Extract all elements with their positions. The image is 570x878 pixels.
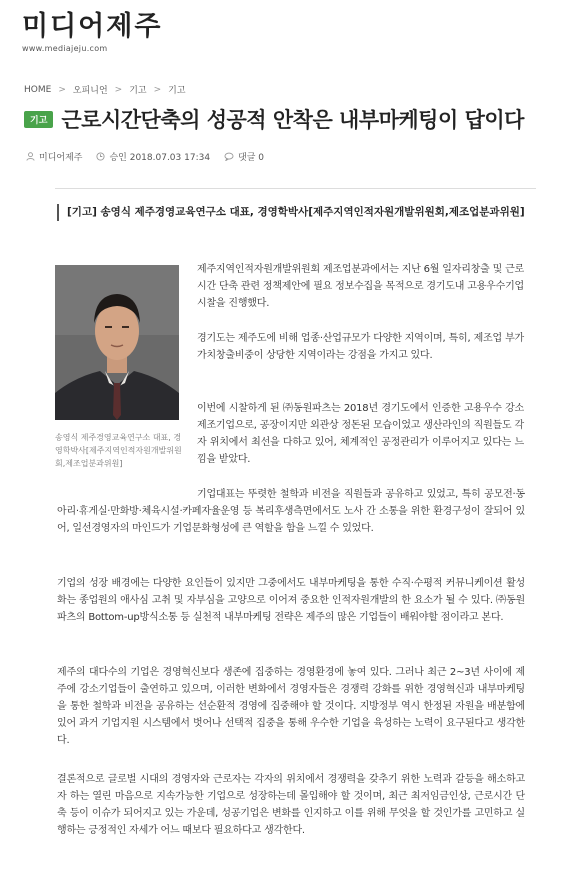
breadcrumb-opinion[interactable]: 오피니언 <box>72 86 108 96</box>
article-paragraph-1: 제주지역인적자원개발위원회 제조업분과에서는 지난 6월 일자리창출 및 근로시간 단축 관련 정책제안에 필요 정보수집을 목적으로 경기도내 고용우수기업 시찰을 진행했다. <box>197 264 524 309</box>
breadcrumb-contribution[interactable]: 기고 <box>129 86 147 96</box>
chevron-right-icon: > <box>58 84 66 95</box>
user-icon <box>26 152 35 161</box>
category-badge[interactable]: 기고 <box>24 111 53 128</box>
site-logo[interactable] <box>22 12 162 53</box>
logo-url: www.mediajeju.com <box>22 44 108 53</box>
article-paragraph-2: 경기도는 제주도에 비해 업종·산업규모가 다양한 지역이며, 특히, 제조업 부가가치창출비중이 상당한 지역이라는 강점을 가지고 있다. <box>197 333 524 361</box>
clock-icon <box>96 152 105 161</box>
article-byline: [기고] 송영식 제주경영교육연구소 대표, 경영학박사[제주지역인적자원개발위원회,제조업분과위원] <box>57 204 537 221</box>
article-meta <box>26 150 278 163</box>
article-paragraph-7: 결론적으로 글로벌 시대의 경영자와 근로자는 각자의 위치에서 경쟁력을 갖추기 위한 노력과 갈등을 해소하고자 하는 열린 마음으로 지속가능한 기업으로 성장하는데 몰입해야 할 것이며, 최근 최저임금인상, 근로시간 단축 등이 이슈가 되어지고 있는 가운데, 성공기업은 변화를 인지하고 이를 위해 무엇을 할 것인가를 고민하고 실행하는 긍정적인 자세가 어느 때보다 필요하다고 생각한다. <box>57 774 525 836</box>
logo-text: 미디어제주 <box>22 11 163 42</box>
photo-caption: 송영식 제주경영교육연구소 대표, 경영학박사[제주지역인적자원개발위원회,제조업분과위원] <box>55 433 182 468</box>
chevron-right-icon: > <box>153 84 162 95</box>
author-name[interactable]: 미디어제주 <box>39 153 83 163</box>
breadcrumb-contribution-sub[interactable]: 기고 <box>168 86 186 96</box>
breadcrumb-home[interactable]: HOME <box>24 84 52 95</box>
article-paragraph-5: 기업의 성장 배경에는 다양한 요인들이 있지만 그중에서도 내부마케팅을 통한 수직·수평적 커뮤니케이션 활성화는 종업원의 애사심 고취 및 자부심을 고양으로 이어져 중요한 인적자원개발의 한 요소가 될 수 있다. ㈜동원파츠의 Bottom-up방식소통 등 실천적 내부마케팅 전략은 제주의 많은 기업들이 배워야할 점이라고 본다. <box>57 578 525 623</box>
author-photo <box>55 265 179 420</box>
article-paragraph-4: 기업대표는 뚜렷한 철학과 비전을 직원들과 공유하고 있었고, 특히 공모전·동아리·휴게실·만화방·체육시설·카페자율운영 등 복리후생측면에서도 노사 간 소통을 위한 환경구성이 잘되어 있어, 일선경영자의 마인드가 기업문화형성에 큰 역할을 함을 느낄 수 있었다. <box>57 489 525 534</box>
date-meta <box>96 150 210 163</box>
article-title: 근로시간단축의 성공적 안착은 내부마케팅이 답이다 <box>61 108 524 132</box>
article-header <box>24 104 524 134</box>
comment-icon <box>224 152 234 161</box>
header-divider <box>55 188 536 189</box>
approval-date: 승인 2018.07.03 17:34 <box>109 153 211 163</box>
article-paragraph-3: 이번에 시찰하게 된 ㈜동원파츠는 2018년 경기도에서 인증한 고용우수 강소제조기업으로, 공장이지만 외관상 정돈된 모습이었고 생산라인의 직원들도 각자 위치에서 최선을 다하고 있어, 체계적인 공정관리가 이루어지고 있다는 느낌을 받았다. <box>197 403 524 465</box>
breadcrumb <box>24 83 186 96</box>
author-portrait-image <box>55 265 179 420</box>
comments-meta[interactable] <box>224 150 264 163</box>
comment-count: 댓글 0 <box>238 153 265 163</box>
article-paragraph-6: 제주의 대다수의 기업은 경영혁신보다 생존에 집중하는 경영환경에 놓여 있다. 그러나 최근 2~3년 사이에 제주에 강소기업들이 출연하고 있으며, 이러한 변화에서 경영자들은 경쟁력 강화를 위한 경영혁신과 내부마케팅을 통한 철학과 비전을 공유하는 선순환적 경영에 집중해야 할 것이다. 지방정부 역시 한정된 자원을 배분함에 있어 과거 기업지원 시스템에서 벗어나 선택적 집중을 통해 우수한 기업을 육성하는 노력이 요구된다고 생각한다. <box>57 667 525 746</box>
author-meta <box>26 150 82 163</box>
chevron-right-icon: > <box>114 84 123 95</box>
